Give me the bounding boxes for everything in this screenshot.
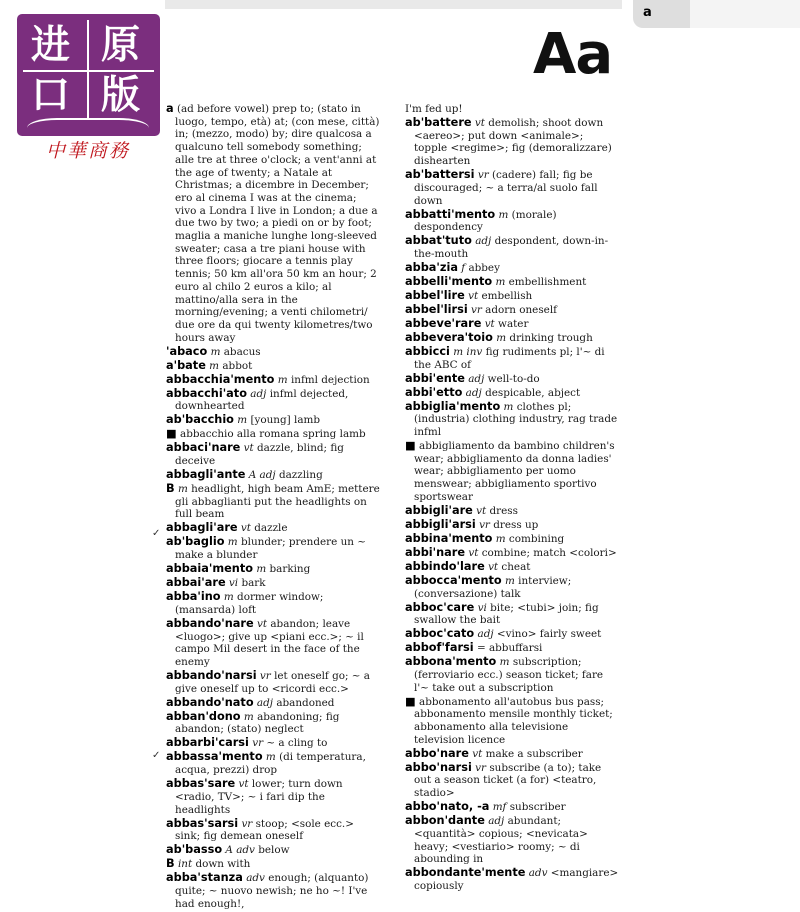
- top-scroll-bar: [165, 0, 622, 9]
- entry-headword: abbel'lire: [405, 288, 465, 302]
- entry-definition: <mangiare> copiously: [414, 867, 619, 892]
- entry-part-of-speech: vr: [479, 518, 490, 531]
- entry-definition: subscription; (ferroviario ecc.) season ticket; fare l'~ take out a subscription: [414, 656, 604, 694]
- entry-part-of-speech: adj: [475, 235, 492, 248]
- entry-definition: combine; match <colori>: [481, 546, 617, 559]
- dictionary-entry: [166, 563, 380, 576]
- entry-headword: abbaia'mento: [166, 562, 254, 576]
- entry-definition: down with: [195, 858, 251, 871]
- dictionary-entry: [405, 748, 619, 761]
- entry-part-of-speech: m: [498, 208, 509, 221]
- entry-headword: ■: [405, 694, 416, 708]
- entry-part-of-speech: m: [277, 373, 288, 386]
- entry-definition: lower; turn down <radio, TV>; ~ i fari dip the headlights: [175, 778, 343, 816]
- dictionary-entry: [166, 536, 380, 561]
- dictionary-entry: [405, 547, 619, 560]
- entry-headword: abbi'ente: [405, 371, 465, 385]
- dictionary-entry: [405, 628, 619, 641]
- entry-part-of-speech: adv: [528, 867, 548, 880]
- entry-definition: make a subscriber: [485, 747, 583, 760]
- entry-part-of-speech: m inv: [453, 345, 483, 358]
- entry-definition: abbonamento all'autobus bus pass; abbonamento mensile monthly ticket; abbonamento alla televisione television licence: [414, 695, 613, 746]
- entry-definition: abandoned: [276, 696, 335, 709]
- dictionary-entry: [405, 235, 619, 260]
- entry-headword: a'bate: [166, 358, 206, 372]
- letter-tab: [633, 0, 690, 28]
- entry-definition: despondent, down-in-the-mouth: [414, 235, 609, 260]
- entry-part-of-speech: vr: [475, 761, 487, 774]
- entry-part-of-speech: adj: [250, 387, 267, 400]
- dictionary-entry: [166, 360, 380, 373]
- dictionary-entry: [405, 533, 619, 546]
- dictionary-entry: [166, 618, 380, 669]
- entry-definition: abbacchio alla romana spring lamb: [180, 428, 366, 441]
- entry-part-of-speech: A adj: [248, 469, 276, 482]
- entry-headword: abbo'nare: [405, 746, 469, 760]
- check-mark-icon: ✓: [152, 528, 161, 539]
- entry-headword: ab'battersi: [405, 168, 475, 182]
- dictionary-column-left: [166, 103, 380, 912]
- dictionary-entry: [405, 373, 619, 386]
- entry-headword: abba'ino: [166, 590, 221, 604]
- entry-headword: abbacchia'mento: [166, 372, 275, 386]
- entry-part-of-speech: m: [223, 591, 234, 604]
- entry-part-of-speech: m: [495, 532, 506, 545]
- entry-definition: below: [258, 844, 290, 857]
- entry-part-of-speech: vt: [472, 747, 483, 760]
- dictionary-entry: [405, 656, 619, 694]
- dictionary-entry: [166, 818, 380, 843]
- entry-headword: ab'bacchio: [166, 413, 234, 427]
- entry-part-of-speech: vt: [240, 522, 251, 535]
- entry-definition: [young] lamb: [250, 414, 321, 427]
- entry-headword: abbevera'toio: [405, 330, 493, 344]
- entry-part-of-speech: adj: [465, 386, 482, 399]
- entry-part-of-speech: m: [210, 345, 221, 358]
- entry-headword: abbagli'are: [166, 521, 238, 535]
- entry-part-of-speech: vt: [474, 117, 485, 129]
- entry-definition: clothes pl; (industria) clothing industry, rag trade infml: [414, 400, 618, 439]
- entry-part-of-speech: vr: [241, 817, 253, 830]
- dictionary-entry: [405, 602, 619, 627]
- entry-definition: dazzling: [278, 469, 323, 482]
- entry-part-of-speech: m: [237, 414, 248, 427]
- dictionary-entry: [166, 711, 380, 736]
- entry-headword: ab'baglio: [166, 535, 225, 549]
- dictionary-entry: [166, 442, 380, 467]
- entry-definition: ~ a cling to: [266, 737, 328, 750]
- entry-definition: headlight, high beam AmE; mettere gli abbaglianti put the headlights on full beam: [175, 483, 380, 521]
- entry-definition: subscribe (a to); take out a season ticket (a for) <teatro, stadio>: [414, 761, 602, 800]
- entry-headword: abbi'etto: [405, 385, 463, 399]
- entry-definition: abandoning; fig abandon; (stato) neglect: [175, 710, 340, 736]
- dictionary-entry: [405, 290, 619, 303]
- logo-char-1: 进: [31, 23, 71, 68]
- entry-definition: bark: [241, 577, 266, 590]
- logo-divider-horizontal: [23, 70, 154, 72]
- entry-headword: abbicci: [405, 344, 450, 358]
- entry-headword: abbat'tuto: [405, 234, 472, 248]
- entry-headword: abban'dono: [166, 709, 241, 723]
- entry-headword: abbando'narsi: [166, 668, 257, 682]
- entry-definition: dazzle, blind; fig deceive: [175, 442, 344, 468]
- entry-definition: cheat: [501, 560, 531, 573]
- entry-headword: abba'zia: [405, 260, 458, 274]
- dictionary-entry: [405, 318, 619, 331]
- entry-headword: ab'battere: [405, 116, 472, 129]
- entry-part-of-speech: vt: [256, 617, 268, 630]
- dictionary-entry: [405, 169, 619, 207]
- entry-definition: abbot: [222, 359, 253, 372]
- dictionary-entry: [405, 304, 619, 317]
- entry-definition: subscriber: [509, 801, 566, 814]
- entry-headword: abbando'nato: [166, 695, 254, 709]
- entry-definition: let oneself go; ~ a give oneself up to <ricordi ecc.>: [175, 669, 370, 695]
- dictionary-entry: [405, 696, 619, 747]
- entry-definition: abacus: [223, 345, 261, 358]
- entry-part-of-speech: vt: [488, 560, 499, 573]
- entry-part-of-speech: m: [265, 751, 276, 764]
- dictionary-entry: [166, 697, 380, 710]
- entry-definition: dress: [489, 504, 518, 517]
- entry-headword: ■: [166, 427, 177, 441]
- entry-headword: abbas'sare: [166, 777, 236, 791]
- entry-definition: (ad before vowel) prep to; (stato in luogo, tempo, età) at; (con mese, città) in; (mezzo, modo) by; dire qualcosa a qualcuno tell somebody something; alle tre at three o'clock; a vent'anni at the age of twenty; a Natale at Christmas; a dicembre in December; ero al cinema I was at the cinema; vivo a Londra I live in London; a due a due two by two; a piedi on or by foot; maglia a maniche lunghe long-sleeved sweater; casa a tre piani house with three floors; giocare a tennis play tennis; 50 km all'ora 50 km an hour; 2 euro al chilo 2 euros a kilo; al mattino/alla sera in the morning/evening; a venti chilometri/ due ore da qui twenty kilometres/two hours away: [175, 103, 380, 344]
- entry-headword: abbo'nato, -a: [405, 800, 490, 814]
- entry-headword: abbigli'are: [405, 503, 473, 517]
- entry-part-of-speech: m: [256, 563, 267, 576]
- dictionary-entry: [405, 762, 619, 800]
- dictionary-entry: [405, 801, 619, 814]
- entry-headword: abbon'dante: [405, 814, 485, 828]
- entry-definition: drinking trough: [509, 331, 593, 344]
- dictionary-entry: [405, 575, 619, 600]
- logo-char-4: 版: [101, 73, 141, 118]
- entry-headword: abbiglia'mento: [405, 399, 501, 413]
- entry-part-of-speech: adj: [256, 696, 273, 709]
- entry-headword: abboc'care: [405, 600, 475, 614]
- entry-definition: dress up: [493, 518, 539, 531]
- entry-headword: abbof'farsi: [405, 641, 474, 655]
- dictionary-entry: [166, 469, 380, 482]
- brand-name: 中華商務: [46, 140, 131, 162]
- entry-headword: B: [166, 482, 175, 496]
- dictionary-entry: [166, 483, 380, 521]
- dictionary-entry: [405, 519, 619, 532]
- entry-definition: water: [498, 317, 529, 330]
- entry-part-of-speech: m: [227, 536, 238, 549]
- entry-part-of-speech: vi: [477, 601, 487, 614]
- entry-part-of-speech: adj: [477, 628, 494, 641]
- entry-definition: embellish: [481, 289, 533, 302]
- entry-definition: infml dejection: [290, 373, 370, 386]
- entry-headword: abbina'mento: [405, 531, 493, 545]
- dictionary-entry: [166, 388, 380, 413]
- dictionary-entry: [166, 414, 380, 427]
- dictionary-entry: [166, 374, 380, 387]
- dictionary-entry: [166, 103, 380, 344]
- entry-definition: interview; (conversazione) talk: [414, 574, 572, 600]
- entry-headword: a: [166, 102, 174, 115]
- entry-headword: abbagli'ante: [166, 468, 246, 482]
- dictionary-entry: [166, 751, 380, 776]
- entry-definition: <vino> fairly sweet: [496, 628, 602, 641]
- entry-headword: abbatti'mento: [405, 207, 496, 221]
- entry-definition: barking: [269, 563, 311, 576]
- entry-headword: B: [166, 857, 175, 871]
- dictionary-entry: [405, 346, 619, 371]
- entry-definition: dazzle: [254, 522, 288, 535]
- entry-definition: combining: [508, 532, 565, 545]
- entry-part-of-speech: m: [177, 483, 188, 496]
- entry-headword: abbai'are: [166, 576, 226, 590]
- entry-headword: abba'stanza: [166, 871, 243, 885]
- entry-part-of-speech: vt: [468, 289, 479, 302]
- dictionary-entry: [405, 815, 619, 866]
- entry-definition: abbigliamento da bambino children's wear; abbigliamento da donna ladies' wear; abbigliamento per uomo menswear; abbigliamento sportivo sportswear: [414, 440, 615, 503]
- entry-part-of-speech: vt: [243, 442, 254, 455]
- dictionary-entry: [405, 867, 619, 892]
- entry-headword: abbigli'arsi: [405, 517, 476, 531]
- entry-part-of-speech: A adv: [225, 844, 255, 857]
- book-icon-left: [27, 118, 87, 132]
- dictionary-entry: [405, 505, 619, 518]
- entry-headword: ■: [405, 439, 416, 453]
- entry-part-of-speech: vr: [252, 737, 264, 750]
- entry-definition: infml dejected, downhearted: [175, 387, 349, 413]
- entry-part-of-speech: vi: [228, 577, 239, 590]
- entry-part-of-speech: m: [243, 710, 254, 723]
- dictionary-entry: [405, 387, 619, 400]
- entry-definition: abbey: [468, 261, 500, 274]
- entry-headword: abbi'nare: [405, 545, 466, 559]
- entry-part-of-speech: f: [461, 261, 466, 274]
- dictionary-entry: [166, 844, 380, 857]
- entry-definition: = abbuffarsi: [476, 642, 543, 655]
- dictionary-entry: [405, 209, 619, 234]
- entry-headword: abbarbi'carsi: [166, 736, 249, 750]
- entry-definition: blunder; prendere un ~ make a blunder: [175, 536, 366, 562]
- entry-part-of-speech: adj: [468, 372, 485, 385]
- dictionary-entry: [166, 346, 380, 359]
- logo-char-2: 原: [101, 23, 141, 68]
- entry-part-of-speech: vr: [471, 303, 482, 316]
- entry-part-of-speech: adv: [246, 872, 265, 885]
- entry-part-of-speech: vt: [238, 778, 249, 791]
- entry-definition: (cadere) fall; fig be discouraged; ~ a terra/al suolo fall down: [414, 169, 598, 207]
- check-mark-icon: ✓: [152, 750, 161, 761]
- dictionary-entry: [405, 642, 619, 655]
- dictionary-entry: [405, 561, 619, 574]
- entry-definition: fig rudiments pl; l'~ di the ABC of: [414, 345, 605, 371]
- entry-part-of-speech: vr: [477, 169, 489, 182]
- dictionary-entry: [405, 103, 619, 116]
- entry-definition: despicable, abject: [485, 386, 581, 399]
- entry-part-of-speech: int: [177, 858, 193, 871]
- entry-headword: abbona'mento: [405, 655, 497, 669]
- entry-part-of-speech: adj: [488, 815, 505, 828]
- entry-part-of-speech: m: [504, 574, 515, 587]
- entry-headword: abbas'sarsi: [166, 816, 239, 830]
- dictionary-entry: [166, 858, 380, 871]
- entry-headword: abbel'lirsi: [405, 302, 468, 316]
- entry-definition: enough; (alquanto) quite; ~ nuovo newish; ne ho ~! I've had enough!,: [175, 872, 369, 910]
- dictionary-entry: [405, 440, 619, 504]
- entry-definition: (morale) despondency: [414, 208, 557, 234]
- entry-definition: adorn oneself: [485, 303, 557, 316]
- entry-part-of-speech: m: [496, 331, 507, 344]
- entry-headword: abbondante'mente: [405, 866, 526, 880]
- entry-headword: abbando'nare: [166, 616, 254, 630]
- entry-headword: abbo'narsi: [405, 760, 472, 774]
- book-icon-right: [89, 118, 149, 132]
- dictionary-entry: [166, 428, 380, 441]
- entry-definition: bite; <tubi> join; fig swallow the bait: [414, 601, 599, 627]
- entry-definition: stoop; <sole ecc.> sink; fig demean oneself: [175, 817, 354, 843]
- entry-definition: embellishment: [508, 275, 587, 288]
- dictionary-entry: [166, 522, 380, 535]
- dictionary-entry: [405, 262, 619, 275]
- dictionary-entry: [166, 591, 380, 616]
- entry-headword: abbassa'mento: [166, 750, 263, 764]
- entry-part-of-speech: vr: [259, 669, 271, 682]
- entry-headword: 'abaco: [166, 344, 208, 358]
- entry-definition: demolish; shoot down <aereo>; put down <animale>; topple <regime>; fig (demoralizzare) dishearten: [414, 117, 612, 168]
- dictionary-entry: [405, 276, 619, 289]
- entry-headword: abboc'cato: [405, 627, 475, 641]
- entry-part-of-speech: m: [503, 400, 514, 413]
- entry-headword: ab'basso: [166, 843, 223, 857]
- section-heading: Aa: [533, 22, 613, 87]
- dictionary-entry: [166, 778, 380, 816]
- letter-tab-label: a: [643, 5, 652, 20]
- entry-part-of-speech: vt: [468, 546, 479, 559]
- dictionary-entry: [166, 577, 380, 590]
- dictionary-entry: [405, 401, 619, 439]
- entry-definition: dormer window; (mansarda) loft: [175, 591, 324, 616]
- logo-char-3: 口: [31, 73, 71, 118]
- entry-headword: abbaci'nare: [166, 441, 241, 455]
- entry-headword: abbindo'lare: [405, 559, 485, 573]
- entry-definition: (di temperatura, acqua, prezzi) drop: [175, 751, 366, 777]
- dictionary-entry: [166, 872, 380, 910]
- dictionary-entry: [405, 332, 619, 345]
- dictionary-entry: [166, 670, 380, 695]
- dictionary-entry: [166, 737, 380, 750]
- entry-definition: I'm fed up!: [405, 103, 463, 115]
- entry-headword: abbelli'mento: [405, 274, 493, 288]
- entry-part-of-speech: m: [499, 656, 510, 669]
- entry-definition: abundant; <quantità> copious; <nevicata> heavy; <vestiario> roomy; ~ di abounding in: [414, 815, 588, 866]
- entry-headword: abbacchi'ato: [166, 386, 247, 400]
- entry-part-of-speech: m: [209, 359, 220, 372]
- dictionary-entry: [405, 117, 619, 168]
- entry-part-of-speech: vt: [476, 504, 487, 517]
- tab-strip: [690, 0, 800, 28]
- entry-part-of-speech: m: [495, 275, 506, 288]
- imported-edition-logo: [17, 14, 160, 136]
- entry-definition: abandon; leave <luogo>; give up <piani ecc.>; ~ il campo Mil desert in the face of the enemy: [175, 617, 364, 668]
- entry-definition: well-to-do: [487, 372, 540, 385]
- entry-headword: abbocca'mento: [405, 573, 502, 587]
- entry-part-of-speech: mf: [492, 801, 507, 814]
- entry-part-of-speech: vt: [484, 317, 495, 330]
- entry-headword: abbeve'rare: [405, 316, 482, 330]
- dictionary-column-right: [405, 103, 619, 894]
